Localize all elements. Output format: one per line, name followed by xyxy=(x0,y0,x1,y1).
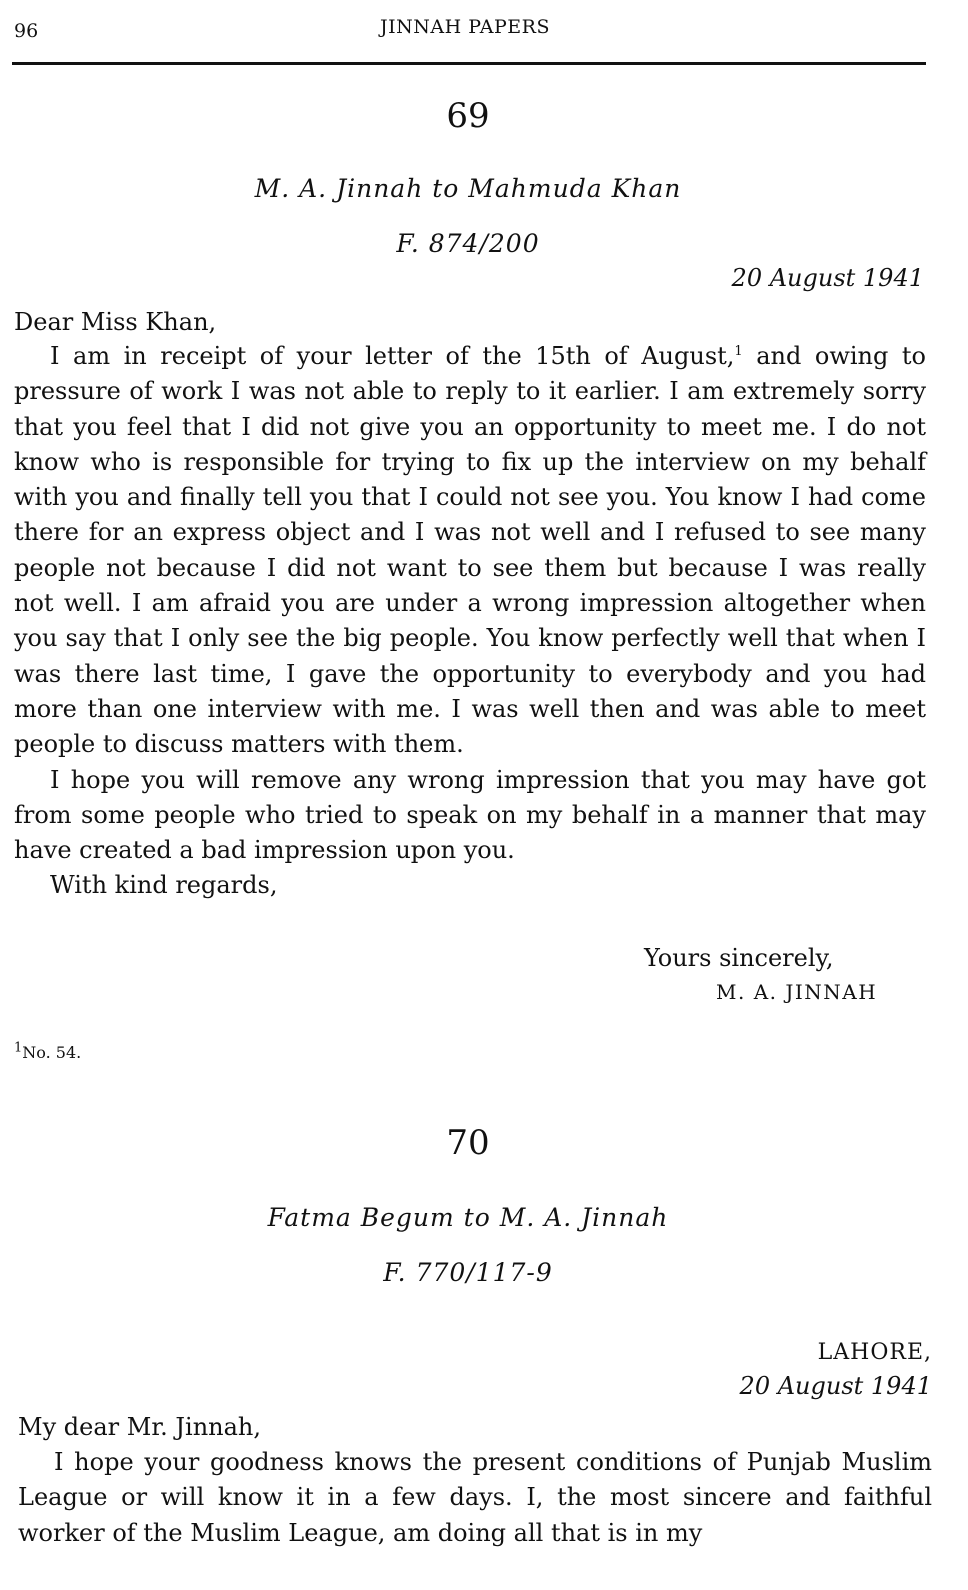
doc69-date: 20 August 1941 xyxy=(731,264,924,292)
doc69-paragraph-2: I hope you will remove any wrong impression that you may have got from some people who tried to speak on my behalf in a manner that may have created a bad impression upon you. xyxy=(14,765,926,865)
doc70-place: LAHORE, xyxy=(817,1340,932,1365)
doc69-reference: F. 874/200 xyxy=(396,229,540,258)
doc69-signature: M. A. JINNAH xyxy=(716,980,878,1004)
doc70-reference: F. 770/117-9 xyxy=(383,1258,553,1287)
doc70-date: 20 August 1941 xyxy=(739,1372,932,1400)
doc70-number: 70 xyxy=(446,1123,490,1163)
doc69-body xyxy=(14,339,926,904)
running-title: JINNAH PAPERS xyxy=(380,16,550,38)
doc69-salutation: Dear Miss Khan, xyxy=(14,308,217,336)
doc69-closing: Yours sincerely, xyxy=(644,944,834,972)
doc69-paragraph-3: With kind regards, xyxy=(50,871,278,900)
footnote: $^1$No. 54. xyxy=(14,1040,82,1062)
doc69-title: M. A. Jinnah to Mahmuda Khan xyxy=(254,174,682,203)
doc69-paragraph-1: I am in receipt of your letter of the 15th of August,$^1$ and owing to pressure of work I was not able to reply to it earlier. I am extremely sorry that you feel that I did not give you an opportunity to meet me. I do not know who is responsible for trying to fix up the interview on my behalf with you and finally tell you that I could not see you. You know I had come there for an express object and I was not well and I refused to see many people not because I did not want to see them but because I was really not well. I am afraid you are under a wrong impression altogether when you say that I only see the big people. You know perfectly well that when I was there last time, I gave the opportunity to everybody and you had more than one interview with me. I was well then and was able to meet people to discuss matters with them. xyxy=(14,342,926,759)
doc70-paragraph-1: I hope your goodness knows the present conditions of Punjab Muslim League or will know it in a few days. I, the most sincere and faithful worker of the Muslim League, am doing all that is in my xyxy=(18,1448,932,1547)
footnote-marker: 1 xyxy=(734,344,743,359)
header-rule xyxy=(12,62,926,65)
doc70-salutation: My dear Mr. Jinnah, xyxy=(18,1413,262,1441)
doc70-title: Fatma Begum to M. A. Jinnah xyxy=(267,1203,669,1232)
doc70-body xyxy=(18,1445,932,1551)
doc69-number: 69 xyxy=(446,96,490,136)
page-number: 96 xyxy=(14,20,39,42)
